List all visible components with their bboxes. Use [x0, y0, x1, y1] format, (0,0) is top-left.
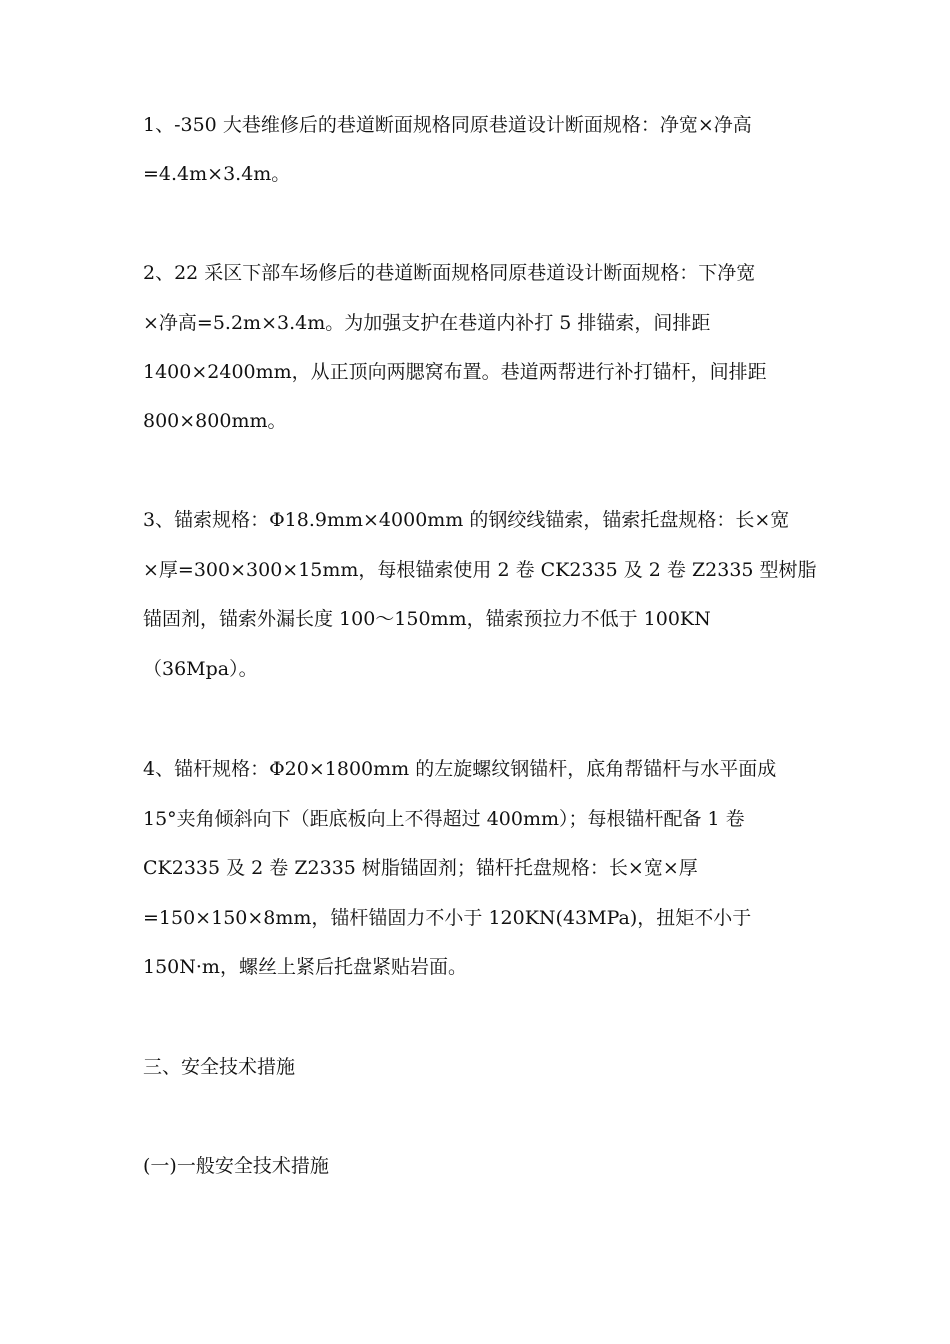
- paragraph-line: 150N·m，螺丝上紧后托盘紧贴岩面。: [143, 956, 467, 978]
- paragraph-line: 4、锚杆规格：Φ20×1800mm 的左旋螺纹钢锚杆，底角帮锚杆与水平面成: [143, 758, 777, 780]
- paragraph-line: （36Mpa）。: [143, 658, 258, 680]
- paragraph-line: 15°夹角倾斜向下（距底板向上不得超过 400mm）；每根锚杆配备 1 卷: [143, 808, 745, 830]
- paragraph-line: CK2335 及 2 卷 Z2335 树脂锚固剂；锚杆托盘规格：长×宽×厚: [143, 857, 698, 879]
- section-heading: 三、安全技术措施: [143, 1056, 296, 1078]
- paragraph-line: ×厚=300×300×15mm，每根锚索使用 2 卷 CK2335 及 2 卷 Z2335 型树脂: [143, 559, 817, 581]
- paragraph-line: 3、锚索规格：Φ18.9mm×4000mm 的钢绞线锚索，锚索托盘规格：长×宽: [143, 509, 790, 531]
- paragraph-line: ×净高=5.2m×3.4m。为加强支护在巷道内补打 5 排锚索，间排距: [143, 312, 711, 334]
- paragraph-line: =4.4m×3.4m。: [143, 163, 291, 185]
- paragraph-line: 1400×2400mm，从正顶向两腮窝布置。巷道两帮进行补打锚杆，间排距: [143, 361, 767, 383]
- paragraph-line: =150×150×8mm，锚杆锚固力不小于 120KN(43MPa)，扭矩不小于: [143, 907, 752, 929]
- paragraph-line: 2、22 采区下部车场修后的巷道断面规格同原巷道设计断面规格：下净宽: [143, 262, 756, 284]
- paragraph-line: 锚固剂，锚索外漏长度 100～150mm，锚索预拉力不低于 100KN: [143, 608, 711, 630]
- subsection-heading: (一)一般安全技术措施: [143, 1155, 329, 1177]
- paragraph-line: 800×800mm。: [143, 410, 287, 432]
- paragraph-line: 1、-350 大巷维修后的巷道断面规格同原巷道设计断面规格：净宽×净高: [143, 114, 752, 136]
